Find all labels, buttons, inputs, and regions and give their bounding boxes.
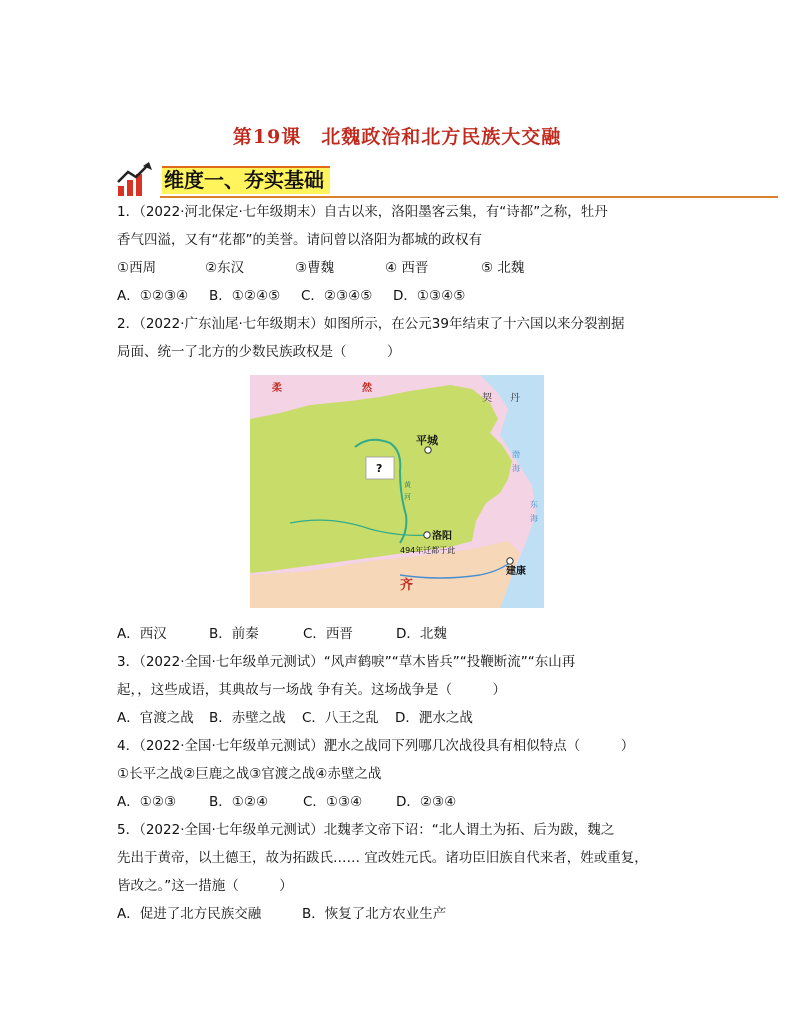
section-rule: [160, 196, 778, 198]
river-label-1: 黄: [404, 481, 411, 489]
qi-label: 齐: [400, 578, 414, 593]
q1-items: [117, 259, 524, 277]
q5-option-b: B．恢复了北方农业生产: [302, 906, 447, 922]
section-label: 维度一、夯实基础: [162, 166, 330, 194]
q2-option-d: D．北魏: [396, 626, 447, 642]
q2-line1: 2．（2022·广东汕尾·七年级期末）如图所示，在公元39年结束了十六国以来分裂割据: [117, 316, 625, 332]
q1-item: ④ 西晋: [385, 260, 429, 276]
pingcheng-label: 平城: [416, 434, 438, 447]
q5-line2: 先出于黄帝，以土德王，故为拓跋氏…… 宜改姓元氏。诸功臣旧族自代来者，姓或重复，: [117, 850, 648, 866]
question-mark-label: ?: [376, 462, 383, 475]
q5-options: [117, 905, 446, 923]
q3-option-b: B．赤壁之战: [209, 710, 286, 726]
q3-option-c: C．八王之乱: [302, 710, 379, 726]
q1-option-a: A．①②③④: [117, 288, 189, 304]
q4-line2: ①长平之战②巨鹿之战③官渡之战④赤壁之战: [117, 766, 382, 782]
q2-line2: 局面、统一了北方的少数民族政权是（ ）: [117, 344, 401, 360]
q5-line1: 5．（2022·全国·七年级单元测试）北魏孝文帝下诏：“北人谓土为拓、后为跋，魏之: [117, 822, 615, 838]
q2-option-c: C．西晋: [303, 626, 353, 642]
luoyang-label: 洛阳: [432, 531, 452, 542]
east-sea-label-1: 东: [530, 500, 538, 509]
q1-item: ①西周: [117, 260, 157, 276]
q4-line1: 4．（2022·全国·七年级单元测试）淝水之战同下列哪几次战役具有相似特点（ ）: [117, 738, 635, 754]
luoyang-note-label: 494年迁都于此: [400, 546, 456, 555]
q1-option-c: C．②③④⑤: [301, 288, 373, 304]
q3-line1: 3．（2022·全国·七年级单元测试）“风声鹤唳”“草木皆兵”“投鞭断流”“东山再: [117, 654, 576, 670]
east-sea-label-2: 海: [530, 514, 538, 523]
page-title: 第19课 北魏政治和北方民族大交融: [232, 126, 562, 148]
q4-option-d: D．②③④: [396, 794, 457, 810]
q1-item: ③曹魏: [295, 260, 335, 276]
q3-options: [117, 709, 473, 727]
q1-line1: 1．（2022·河北保定·七年级期末）自古以来，洛阳墨客云集，有“诗都”之称，牡丹: [117, 204, 608, 220]
q4-options: [117, 793, 456, 811]
q2-option-a: A．西汉: [117, 626, 167, 642]
q4-option-a: A．①②③: [117, 794, 177, 810]
q5-line3: 皆改之。”这一措施（ ）: [117, 878, 293, 894]
khitan-label-2: 丹: [510, 393, 520, 404]
luoyang-marker: [424, 532, 430, 538]
khitan-label-1: 契: [482, 393, 492, 404]
jiankang-marker: [507, 558, 513, 564]
q3-line2: 起，，这些成语，其典故与一场战 争有关。这场战争是（ ）: [117, 682, 507, 698]
jiankang-label: 建康: [506, 566, 526, 577]
q2-options: [117, 625, 447, 643]
q1-option-b: B．①②④⑤: [209, 288, 281, 304]
q3-option-d: D．淝水之战: [395, 710, 473, 726]
bohai-label-2: 海: [512, 464, 520, 473]
q1-option-d: D．①③④⑤: [393, 288, 466, 304]
growth-chart-icon: [116, 160, 156, 198]
q4-option-b: B．①②④: [209, 794, 269, 810]
q3-option-a: A．官渡之战: [117, 710, 194, 726]
pingcheng-marker: [425, 447, 431, 453]
q2-option-b: B．前秦: [209, 626, 259, 642]
rouran-label-2: 然: [362, 383, 372, 394]
northern-wei-map: [250, 375, 544, 608]
q1-item: ②东汉: [205, 260, 245, 276]
rouran-label-1: 柔: [272, 383, 282, 394]
q1-item: ⑤ 北魏: [481, 260, 525, 276]
q5-option-a: A．促进了北方民族交融: [117, 906, 262, 922]
q4-option-c: C．①③④: [303, 794, 363, 810]
river-label-2: 河: [404, 493, 411, 501]
bohai-label-1: 渤: [512, 450, 520, 459]
q1-line2: 香气四溢，又有“花都”的美誉。请问曾以洛阳为都城的政权有: [117, 232, 482, 248]
q1-options: [117, 287, 465, 305]
section-header: [116, 160, 778, 200]
